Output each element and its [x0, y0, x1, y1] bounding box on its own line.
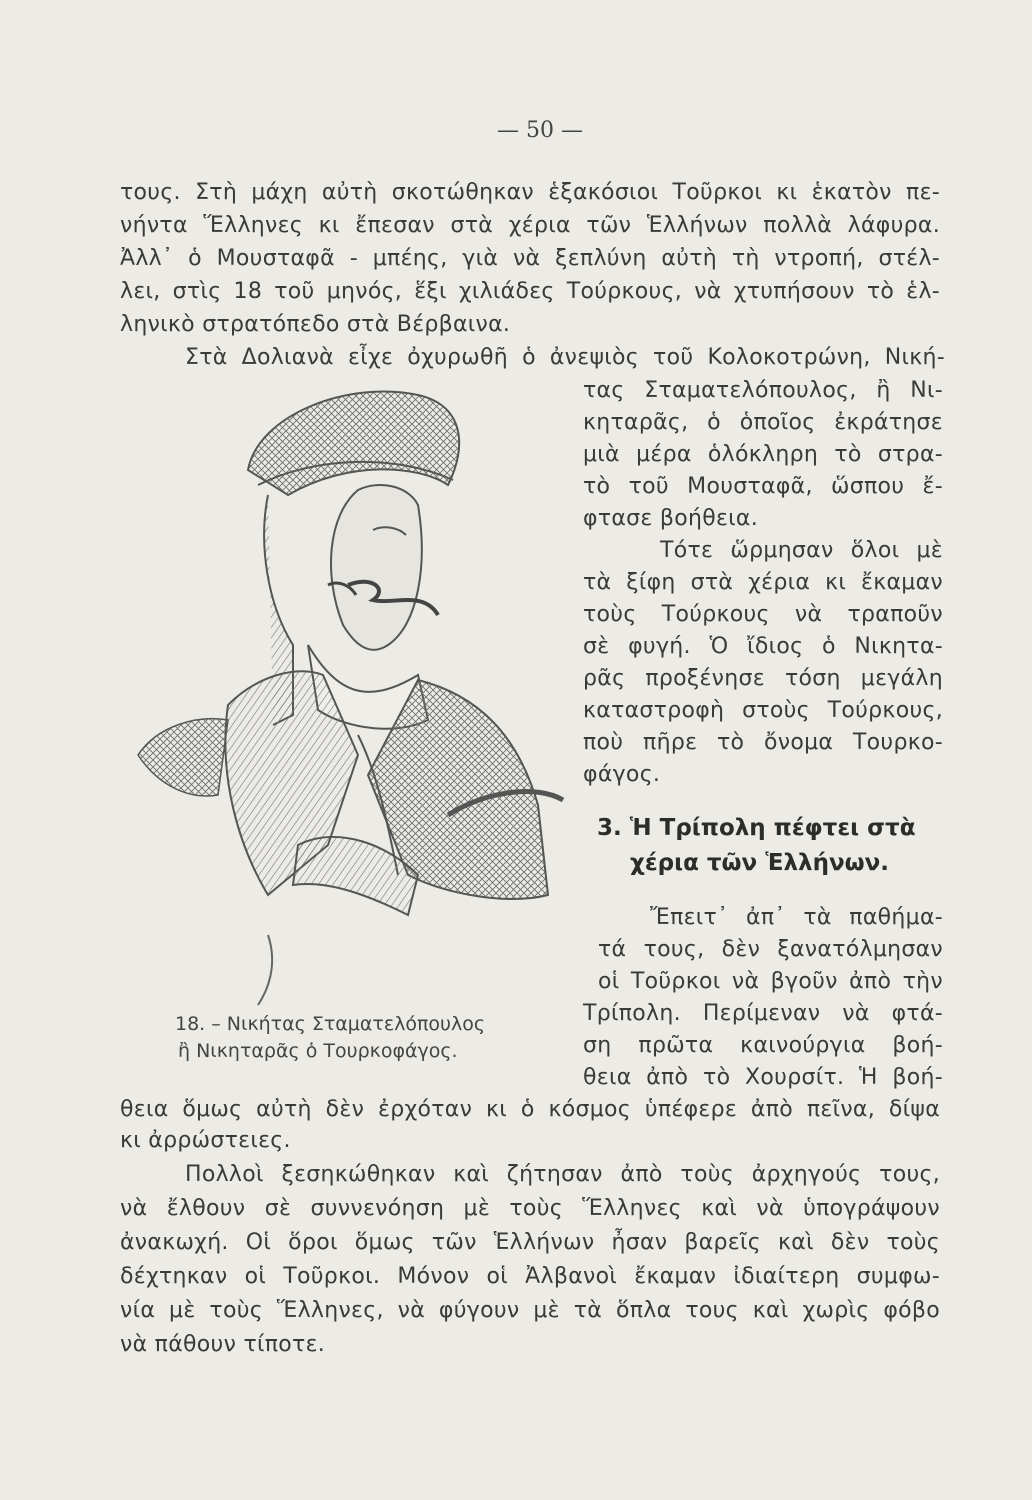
text-line: λει, στὶς 18 τοῦ μηνός, ἕξι χιλιάδες Τούρκους, νὰ χτυπήσουν τὸ ἑλ-: [120, 279, 940, 304]
column-line: ρᾶς προξένησε τόση μεγάλη: [583, 666, 943, 691]
text-line: κι ἀρρώστειες.: [120, 1128, 291, 1153]
page-number: — 50 —: [497, 118, 583, 143]
text-line: δέχτηκαν οἱ Τοῦρκοι. Μόνον οἱ Ἀλβανοὶ ἔκαμαν ἰδιαίτερη συμφω-: [120, 1264, 940, 1289]
section-heading: χέρια τῶν Ἑλλήνων.: [630, 850, 890, 876]
text-line: Ἀλλ᾽ ὁ Μουσταφᾶ - μπέης, γιὰ νὰ ξεπλύνη αὐτὴ τὴ ντροπή, στέλ-: [120, 246, 940, 271]
column-line: μιὰ μέρα ὁλόκληρη τὸ στρα-: [583, 442, 943, 467]
column-line: οἱ Τοῦρκοι νὰ βγοῦν ἀπὸ τὴν: [598, 969, 943, 994]
text-line: Πολλοὶ ξεσηκώθηκαν καὶ ζήτησαν ἀπὸ τοὺς ἀρχηγούς τους,: [185, 1162, 940, 1187]
figure-caption: 18. – Νικήτας Σταματελόπουλος: [175, 1013, 486, 1035]
column-line: Τότε ὥρμησαν ὅλοι μὲ: [660, 538, 943, 563]
column-line: θεια ἀπὸ τὸ Χουρσίτ. Ἡ βοή-: [583, 1065, 943, 1090]
column-line: ποὺ πῆρε τὸ ὄνομα Τουρκο-: [583, 730, 943, 755]
text-line: νία μὲ τοὺς Ἕλληνες, νὰ φύγουν μὲ τὰ ὅπλα τους καὶ χωρὶς φόβο: [120, 1298, 940, 1323]
text-line: νήντα Ἕλληνες κι ἔπεσαν στὰ χέρια τῶν Ἑλλήνων πολλὰ λάφυρα.: [120, 213, 940, 238]
figure-caption: ἢ Νικηταρᾶς ὁ Τουρκοφάγος.: [178, 1040, 458, 1062]
column-line: Τρίπολη. Περίμεναν νὰ φτά-: [583, 1001, 943, 1026]
paragraph-start-line: Στὰ Δολιανὰ εἶχε ὀχυρωθῆ ὁ ἀνεψιὸς τοῦ Κολοκοτρώνη, Νική-: [185, 345, 945, 370]
column-line: τας Σταματελόπουλος, ἢ Νι-: [583, 378, 943, 403]
text-line: ἀνακωχή. Οἱ ὅροι ὅμως τῶν Ἑλλήνων ἦσαν βαρεῖς καὶ δὲν τοὺς: [120, 1230, 940, 1255]
text-line: ληνικὸ στρατόπεδο στὰ Βέρβαινα.: [120, 312, 511, 337]
section-heading: 3. Ἡ Τρίπολη πέφτει στὰ: [597, 815, 916, 841]
column-line: κηταρᾶς, ὁ ὁποῖος ἐκράτησε: [583, 410, 943, 435]
column-line: Ἔπειτ᾽ ἀπ᾽ τὰ παθήμα-: [650, 905, 943, 930]
column-line: σὲ φυγή. Ὁ ἴδιος ὁ Νικητα-: [583, 634, 943, 659]
column-line: τά τους, δὲν ξανατόλμησαν: [598, 937, 943, 962]
text-line: νὰ ἔλθουν σὲ συννενόηση μὲ τοὺς Ἕλληνες καὶ νὰ ὑπογράψουν: [120, 1196, 940, 1221]
portrait-engraving: [118, 375, 578, 1015]
column-line: τὸ τοῦ Μουσταφᾶ, ὥσπου ἔ-: [583, 474, 943, 499]
column-line: φάγος.: [583, 762, 661, 787]
text-line: τους. Στὴ μάχη αὐτὴ σκοτώθηκαν ἑξακόσιοι Τοῦρκοι κι ἑκατὸν πε-: [120, 180, 940, 205]
text-line: θεια ὅμως αὐτὴ δὲν ἐρχόταν κι ὁ κόσμος ὑπέφερε ἀπὸ πεῖνα, δίψα: [120, 1097, 940, 1122]
column-line: φτασε βοήθεια.: [583, 506, 759, 531]
column-line: τὰ ξίφη στὰ χέρια κι ἔκαμαν: [583, 570, 943, 595]
column-line: ση πρῶτα καινούργια βοή-: [583, 1033, 943, 1058]
column-line: καταστροφὴ στοὺς Τούρκους,: [583, 698, 943, 723]
text-line: νὰ πάθουν τίποτε.: [120, 1332, 326, 1357]
column-line: τοὺς Τούρκους νὰ τραποῦν: [583, 602, 943, 627]
